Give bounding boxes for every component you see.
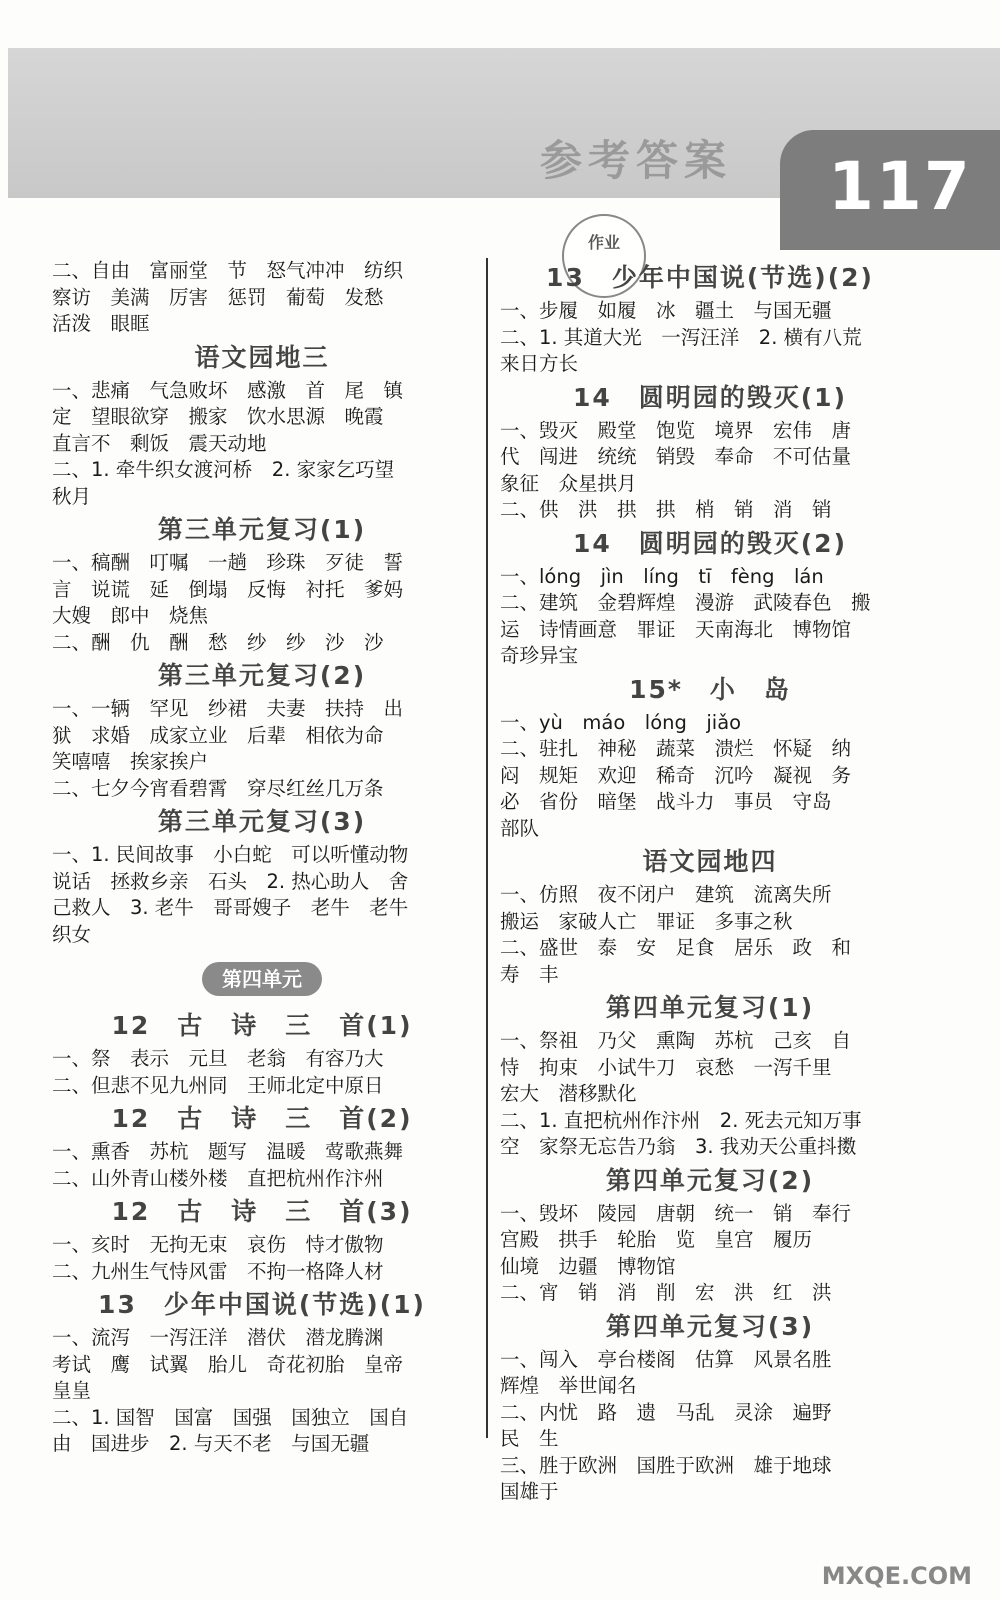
- section-title: 13 少年中国说(节选)(1): [98, 1290, 426, 1319]
- answer-line: 己救人 3. 老牛 哥哥嫂子 老牛 老牛: [52, 896, 409, 919]
- answer-section: [500, 842, 920, 988]
- answer-line: 象征 众星拱月: [500, 471, 637, 495]
- answer-line: 二、宵 销 消 削 宏 洪 红 洪: [500, 1281, 832, 1304]
- answer-section: [52, 1285, 472, 1458]
- answer-line: 一、仿照 夜不闭户 建筑 流离失所: [500, 883, 832, 906]
- answer-line: 一、毁坏 陵园 唐朝 统一 销 奉行: [500, 1201, 852, 1225]
- answer-section: [500, 1307, 920, 1506]
- answer-line: 辉煌 举世闻名: [500, 1374, 637, 1397]
- answer-line: 一、步履 如履 冰 疆土 与国无疆: [500, 299, 832, 322]
- answer-line: 搬运 家破人亡 罪证 多事之秋: [500, 909, 793, 933]
- answer-line: 闷 规矩 欢迎 稀奇 沉吟 凝视 务: [500, 763, 852, 787]
- answer-line: 运 诗情画意 罪证 天南海北 博物馆: [500, 617, 852, 641]
- section-title: 第四单元复习(3): [605, 1311, 815, 1341]
- answer-line: 一、祭 表示 元旦 老翁 有容乃大: [52, 1047, 384, 1070]
- answer-line: 言 说谎 延 倒塌 反悔 衬托 爹妈: [52, 577, 404, 601]
- answer-line: 二、酬 仇 酬 愁 纱 纱 沙 沙: [52, 630, 384, 654]
- answer-line: 狱 求婚 成家立业 后辈 相依为命: [52, 723, 384, 747]
- watermark: MXQE.COM: [821, 1562, 972, 1590]
- section-title: 14 圆明园的毁灭(1): [572, 382, 848, 412]
- answer-line: 二、但悲不见九州同 王师北定中原日: [52, 1073, 384, 1097]
- answer-section: [52, 962, 472, 996]
- answer-section: [52, 1192, 472, 1285]
- answer-line: 二、1. 直把杭州作汴州 2. 死去元知万事: [500, 1108, 862, 1132]
- answer-section: [52, 1006, 472, 1099]
- answer-line: 二、内忧 路 遗 马乱 灵涂 遍野: [500, 1400, 832, 1424]
- answer-section: [52, 802, 472, 948]
- section-title: 第三单元复习(2): [157, 661, 367, 690]
- answer-line: 考试 鹰 试翼 胎儿 奇花初胎 皇帝: [52, 1352, 404, 1376]
- answer-line: 说话 拯救乡亲 石头 2. 热心助人 舍: [52, 869, 409, 893]
- section-title: 14 圆明园的毁灭(2): [572, 528, 848, 558]
- section-title: 12 古 诗 三 首(2): [111, 1104, 413, 1133]
- answer-line: 二、自由 富丽堂 节 怒气冲冲 纺织: [52, 259, 404, 282]
- answer-line: 一、熏香 苏杭 题写 温暖 莺歌燕舞: [52, 1140, 404, 1163]
- section-title: 12 古 诗 三 首(1): [111, 1011, 413, 1040]
- section-title: 12 古 诗 三 首(3): [111, 1197, 413, 1226]
- section-title: 第三单元复习(3): [157, 807, 367, 836]
- answer-line: 二、建筑 金碧辉煌 漫游 武陵春色 搬: [500, 591, 871, 614]
- unit-badge: 第四单元: [202, 962, 322, 996]
- column-divider: [486, 258, 488, 1438]
- answer-line: 一、毁灭 殿堂 饱览 境界 宏伟 唐: [500, 418, 852, 442]
- answer-line: 二、九州生气恃风雷 不拘一格降人材: [52, 1259, 384, 1283]
- section-title: 第四单元复习(2): [605, 1165, 815, 1195]
- answer-line: 二、1. 其道大光 一泻汪洋 2. 横有八荒: [500, 325, 862, 349]
- answer-line: 二、1. 牵牛织女渡河桥 2. 家家乞巧望: [52, 458, 395, 481]
- answer-section: [500, 1161, 920, 1307]
- answer-section: [500, 258, 920, 378]
- answer-line: 一、1. 民间故事 小白蛇 可以听懂动物: [52, 843, 409, 866]
- stamp-text: 作业: [587, 233, 620, 252]
- answer-line: 民 生: [500, 1427, 559, 1450]
- answer-line: 来日方长: [500, 352, 579, 375]
- answer-line: 一、一辆 罕见 纱裙 夫妻 扶持 出: [52, 697, 404, 720]
- answer-line: 必 省份 暗堡 战斗力 事员 守岛: [500, 790, 832, 813]
- header-title: 参考答案: [540, 136, 733, 185]
- answer-line: 二、山外青山楼外楼 直把杭州作汴州: [52, 1166, 384, 1190]
- answer-line: 大嫂 郎中 烧焦: [52, 604, 209, 627]
- answer-line: 二、供 洪 拱 拱 梢 销 消 销: [500, 498, 832, 521]
- answer-line: 笑嘻嘻 挨家挨户: [52, 750, 209, 773]
- answer-line: 一、流泻 一泻汪洋 潜伏 潜龙腾渊: [52, 1326, 384, 1349]
- answer-section: [52, 1099, 472, 1192]
- answer-section: [500, 670, 920, 843]
- answer-line: 察访 美满 厉害 惩罚 葡萄 发愁: [52, 285, 384, 309]
- answer-section: [500, 988, 920, 1161]
- section-title: 第三单元复习(1): [157, 515, 367, 544]
- answer-line: 二、1. 国智 国富 国强 国独立 国自: [52, 1405, 409, 1429]
- answer-line: 直言不 剩饭 震天动地: [52, 431, 267, 455]
- section-title: 语文园地四: [642, 847, 778, 876]
- answer-section: [500, 524, 920, 670]
- answer-line: 空 家祭无忘告乃翁 3. 我劝天公重抖擞: [500, 1135, 857, 1158]
- answer-line: 国雄于: [500, 1480, 559, 1503]
- answer-line: 织女: [52, 922, 92, 946]
- answer-section: [500, 378, 920, 524]
- section-title: 13 少年中国说(节选)(2): [546, 263, 874, 292]
- answer-line: 二、驻扎 神秘 蔬菜 溃烂 怀疑 纳: [500, 737, 852, 760]
- answer-line: 宫殿 拱手 轮胎 览 皇宫 履历: [500, 1228, 813, 1251]
- answer-line: 二、七夕今宵看碧霄 穿尽红丝几万条: [52, 776, 384, 800]
- answer-line: 一、稿酬 叮嘱 一趟 珍珠 歹徒 誓: [52, 551, 404, 574]
- answer-line: 秋月: [52, 484, 92, 508]
- answer-line: 一、祭祖 乃父 熏陶 苏杭 己亥 自: [500, 1029, 852, 1052]
- answer-line: 三、胜于欧洲 国胜于欧洲 雄于地球: [500, 1453, 832, 1477]
- answer-section: [52, 338, 472, 511]
- answer-line: 奇珍异宝: [500, 644, 579, 667]
- page-number: 117: [828, 148, 972, 225]
- left-column: [52, 258, 472, 1458]
- answer-line: 二、盛世 泰 安 足食 居乐 政 和: [500, 936, 852, 959]
- answer-line: 一、闯入 亭台楼阁 估算 风景名胜: [500, 1347, 832, 1371]
- answer-line: 恃 拘束 小试牛刀 哀愁 一泻千里: [500, 1055, 832, 1079]
- answer-line: 一、悲痛 气急败坏 感激 首 尾 镇: [52, 378, 404, 402]
- answer-line: 活泼 眼眶: [52, 312, 150, 335]
- answer-line: 一、lóng jìn líng tī fèng lán: [500, 564, 824, 588]
- answer-line: 一、yù máo lóng jiǎo: [500, 710, 742, 734]
- answer-line: 仙境 边疆 博物馆: [500, 1254, 676, 1278]
- answer-line: 由 国进步 2. 与天不老 与国无疆: [52, 1432, 370, 1455]
- section-title: 语文园地三: [194, 342, 330, 372]
- answer-section: [52, 510, 472, 656]
- answer-line: 代 闯进 统统 销毁 奉命 不可估量: [500, 445, 852, 468]
- answer-line: 定 望眼欲穿 搬家 饮水思源 晚霞: [52, 405, 384, 428]
- section-title: 15* 小 岛: [629, 674, 791, 704]
- answer-line: 寿 丰: [500, 962, 559, 986]
- answer-line: 宏大 潜移默化: [500, 1082, 637, 1105]
- right-column: [500, 258, 920, 1506]
- answer-section: [52, 656, 472, 802]
- answer-line: 皇皇: [52, 1379, 92, 1402]
- answer-line: 部队: [500, 816, 540, 840]
- section-title: 第四单元复习(1): [605, 993, 815, 1022]
- answer-section: [52, 258, 472, 338]
- answer-line: 一、亥时 无拘无束 哀伤 恃才傲物: [52, 1233, 384, 1256]
